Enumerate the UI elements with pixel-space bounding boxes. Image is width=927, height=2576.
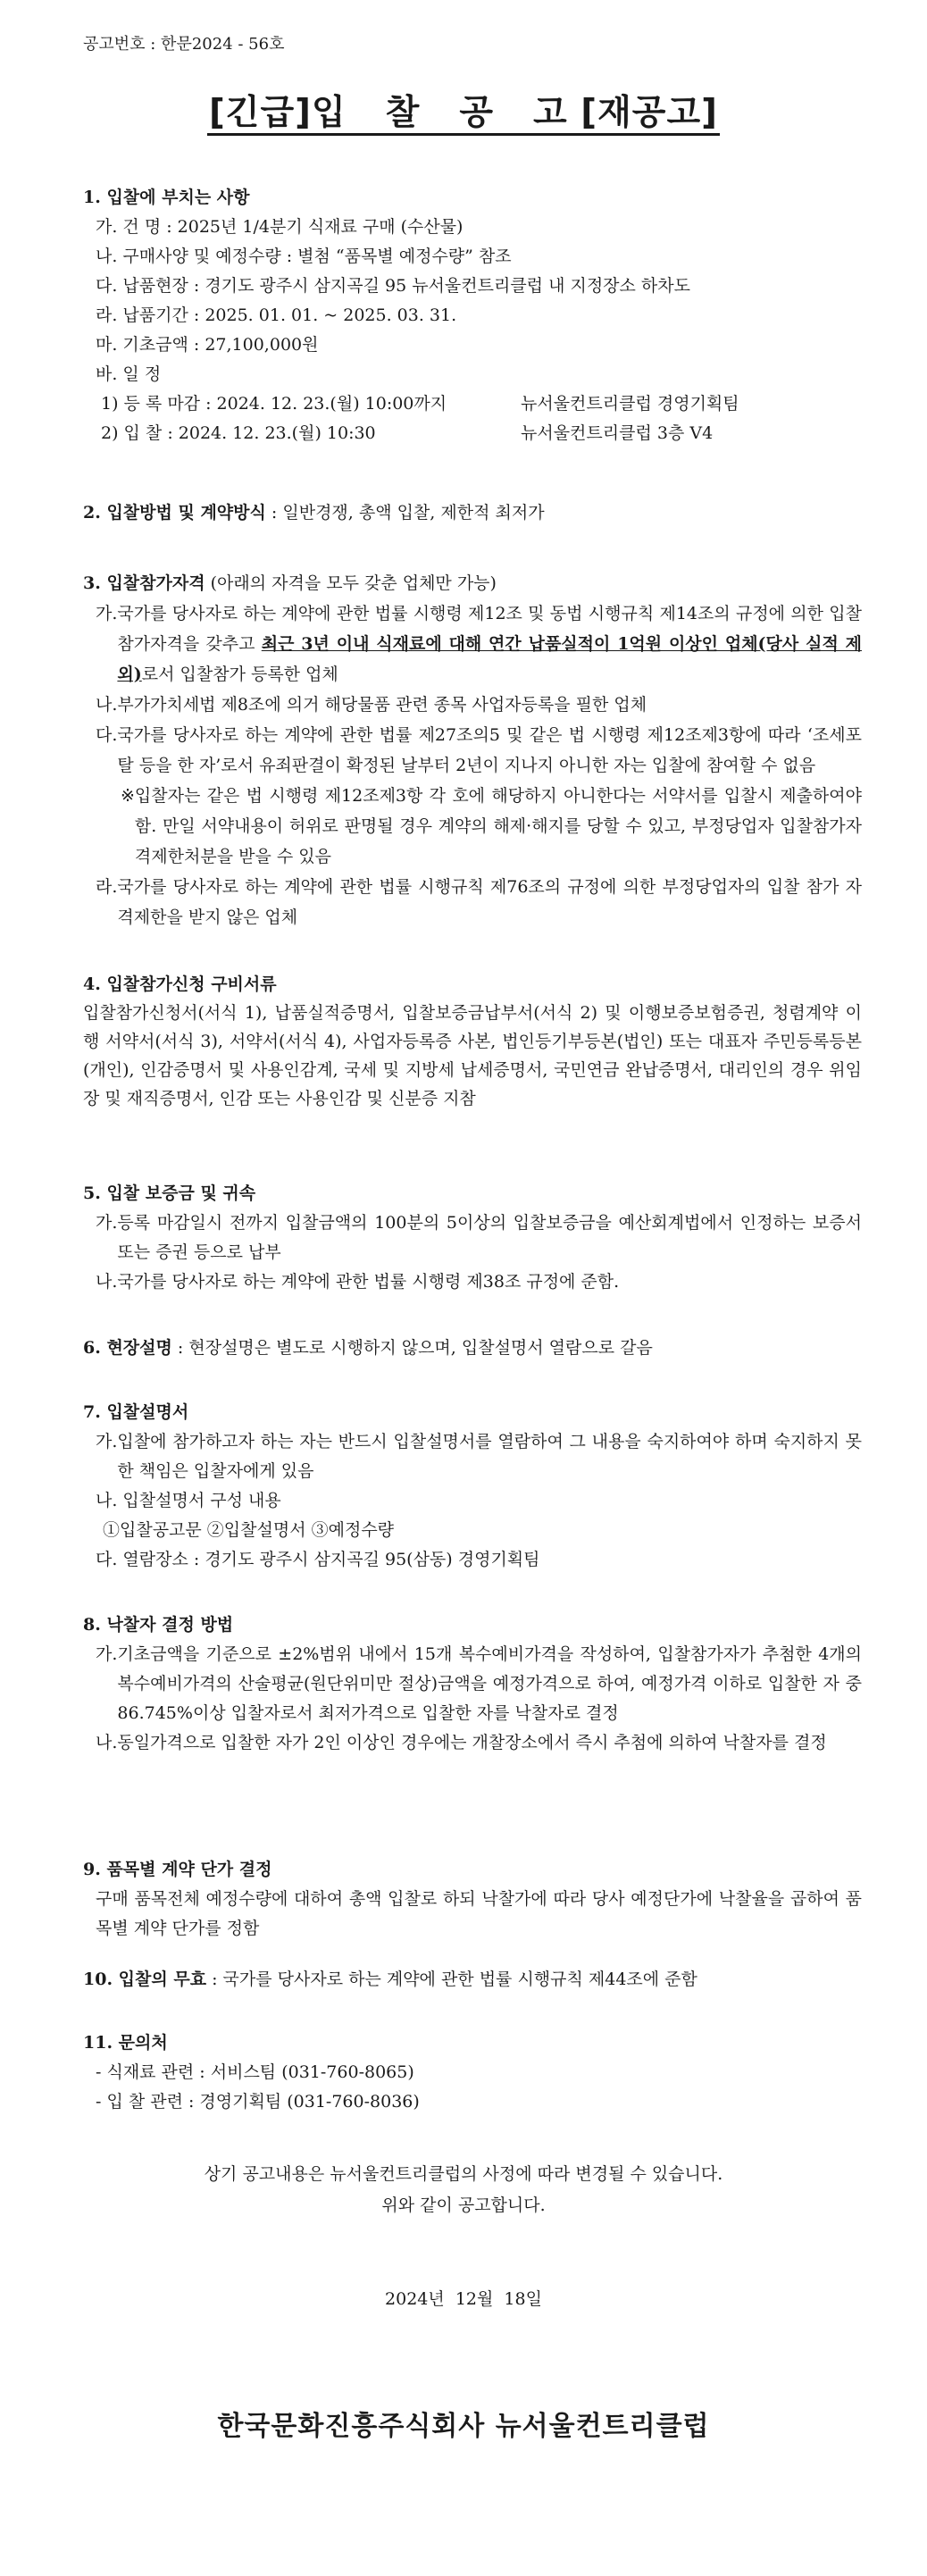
item-marker: 가. bbox=[96, 1432, 118, 1451]
section-5 bbox=[83, 1179, 862, 1297]
item-text: 로서 입찰참가 등록한 업체 bbox=[141, 665, 338, 684]
page-title bbox=[0, 91, 927, 137]
closing-line: 위와 같이 공고합니다. bbox=[381, 2195, 546, 2215]
schedule-where: 뉴서울컨트리클럽 경영기획팀 bbox=[521, 394, 739, 414]
item bbox=[83, 598, 862, 690]
item-text: 등록 마감일시 전까지 입찰금액의 100분의 5이상의 입찰보증금을 예산회계법에서 인정하는 보증서 또는 증권 등으로 납부 bbox=[117, 1213, 862, 1262]
item-marker: 가. bbox=[96, 1644, 118, 1664]
item-marker: 다. bbox=[96, 725, 118, 745]
section-text: : 현장설명은 별도로 시행하지 않으며, 입찰설명서 열람으로 갈음 bbox=[171, 1338, 653, 1358]
section-heading: 2. 입찰방법 및 계약방식 bbox=[83, 503, 266, 523]
item-text: 부가가치세법 제8조에 의거 해당물품 관련 종목 사업자등록을 필한 업체 bbox=[117, 695, 647, 715]
item-text: 동일가격으로 입찰한 자가 2인 이상인 경우에는 개찰장소에서 즉시 추첨에 의하여 낙찰자를 결정 bbox=[117, 1733, 827, 1752]
section-text: : 국가를 당사자로 하는 계약에 관한 법률 시행규칙 제44조에 준함 bbox=[206, 1970, 697, 1989]
section-10 bbox=[83, 1969, 862, 1991]
note-item bbox=[83, 781, 862, 872]
note-text: 입찰자는 같은 법 시행령 제12조제3항 각 호에 해당하지 아니한다는 서약서를 입찰시 제출하여야 함. 만일 서약내용이 허위로 판명될 경우 계약의 해제·해지를 당할 수 있고, 부정당업자 입찰참가자격제한처분을 받을 수 있음 bbox=[134, 786, 862, 866]
item bbox=[83, 1728, 862, 1758]
schedule-row bbox=[83, 389, 862, 419]
section-3 bbox=[83, 568, 862, 933]
section-heading: 9. 품목별 계약 단가 결정 bbox=[83, 1860, 272, 1879]
section-9 bbox=[83, 1855, 862, 1944]
item-text: 입찰에 참가하고자 하는 자는 반드시 입찰설명서를 열람하여 그 내용을 숙지하여야 하며 숙지하지 못한 책임은 입찰자에게 있음 bbox=[117, 1432, 862, 1481]
note-marker: ※ bbox=[121, 786, 135, 806]
item: 마. 기초금액 : 27,100,000원 bbox=[96, 335, 319, 355]
section-4 bbox=[83, 970, 862, 1113]
item bbox=[83, 720, 862, 781]
title-part: 찰 bbox=[385, 93, 421, 133]
schedule-when: 1) 등 록 마감 : 2024. 12. 23.(월) 10:00까지 bbox=[101, 394, 447, 414]
item: 나. 구매사양 및 예정수량 : 별첨 “품목별 예정수량” 참조 bbox=[96, 247, 512, 266]
section-1 bbox=[83, 183, 862, 448]
item-marker: 나. bbox=[96, 1733, 118, 1752]
section-11 bbox=[83, 2028, 862, 2117]
item: 나. 입찰설명서 구성 내용 bbox=[96, 1491, 281, 1510]
item-text: 국가를 당사자로 하는 계약에 관한 법률 시행규칙 제76조의 규정에 의한 부정당업자의 입찰 참가 자격제한을 받지 않은 업체 bbox=[117, 877, 862, 927]
item-text: 기초금액을 기준으로 ±2%범위 내에서 15개 복수예비가격을 작성하여, 입찰참가자가 추첨한 4개의 복수예비가격의 산술평균(원단위미만 절상)금액을 예정가격으로 하여, 예정가격 이하로 입찰한 자 중 86.745%이상 입찰자로서 최저가격으로 입찰한 자를 낙찰자로 결정 bbox=[117, 1644, 862, 1723]
schedule-row bbox=[83, 419, 862, 448]
notice-number: 공고번호 : 한문2024 - 56호 bbox=[83, 35, 285, 54]
section-heading: 11. 문의처 bbox=[83, 2033, 168, 2053]
title-part: [긴급]입 bbox=[209, 93, 347, 133]
section-heading: 1. 입찰에 부치는 사항 bbox=[83, 188, 250, 207]
item-text: 국가를 당사자로 하는 계약에 관한 법률 시행령 제12조 및 동법 시행규칙 제14조의 규정에 의한 입찰참가자격을 갖추고 bbox=[117, 604, 862, 654]
schedule-when: 2) 입 찰 : 2024. 12. 23.(월) 10:30 bbox=[101, 423, 376, 443]
item bbox=[83, 690, 862, 720]
item: 다. 납품현장 : 경기도 광주시 삼지곡길 95 뉴서울컨트리클럽 내 지정장소 하차도 bbox=[96, 276, 690, 296]
notice-date: 2024년 12월 18일 bbox=[385, 2289, 542, 2309]
closing-line: 상기 공고내용은 뉴서울컨트리클럽의 사정에 따라 변경될 수 있습니다. bbox=[204, 2164, 723, 2184]
item: 바. 일 정 bbox=[96, 364, 162, 384]
section-heading: 7. 입찰설명서 bbox=[83, 1402, 189, 1422]
contact-item: - 식재료 관련 : 서비스팀 (031-760-8065) bbox=[96, 2062, 414, 2082]
title-underlined bbox=[207, 95, 720, 136]
item: 다. 열람장소 : 경기도 광주시 삼지곡길 95(삼동) 경영기획팀 bbox=[96, 1550, 540, 1569]
item bbox=[83, 872, 862, 933]
item-text: 국가를 당사자로 하는 계약에 관한 법률 시행령 제38조 규정에 준함. bbox=[117, 1272, 620, 1292]
title-part: 공 bbox=[459, 93, 495, 133]
section-heading: 5. 입찰 보증금 및 귀속 bbox=[83, 1183, 256, 1203]
item-marker: 나. bbox=[96, 1272, 118, 1292]
section-6 bbox=[83, 1337, 862, 1359]
contact-item: - 입 찰 관련 : 경영기획팀 (031-760-8036) bbox=[96, 2092, 420, 2112]
item bbox=[83, 1267, 862, 1297]
section-heading: 6. 현장설명 bbox=[83, 1338, 172, 1358]
item bbox=[83, 1640, 862, 1728]
item-marker: 가. bbox=[96, 604, 118, 623]
item bbox=[83, 1427, 862, 1486]
section-text: 구매 품목전체 예정수량에 대하여 총액 입찰로 하되 낙찰가에 따라 당사 예정단가에 낙찰율을 곱하여 품목별 계약 단가를 정함 bbox=[96, 1889, 862, 1938]
item: 라. 납품기간 : 2025. 01. 01. ~ 2025. 03. 31. bbox=[96, 305, 457, 325]
title-part: 고 [재공고] bbox=[533, 93, 718, 133]
section-2 bbox=[83, 502, 862, 524]
item-sublist: ①입찰공고문 ②입찰설명서 ③예정수량 bbox=[103, 1520, 395, 1540]
item-marker: 가. bbox=[96, 1213, 118, 1233]
section-heading: 8. 낙찰자 결정 방법 bbox=[83, 1615, 234, 1635]
item-text: 국가를 당사자로 하는 계약에 관한 법률 제27조의5 및 같은 법 시행령 제12조제3항에 따라 ‘조세포탈 등을 한 자’로서 유죄판결이 확정된 날부터 2년이 지나지 아니한 자는 입찰에 참여할 수 없음 bbox=[117, 725, 862, 775]
section-heading: 4. 입찰참가신청 구비서류 bbox=[83, 974, 277, 994]
item-marker: 나. bbox=[96, 695, 118, 715]
section-8 bbox=[83, 1610, 862, 1758]
section-7 bbox=[83, 1398, 862, 1575]
item bbox=[83, 1209, 862, 1267]
section-heading: 10. 입찰의 무효 bbox=[83, 1970, 207, 1989]
item: 가. 건 명 : 2025년 1/4분기 식재료 구매 (수산물) bbox=[96, 217, 464, 237]
issuer-organization: 한국문화진흥주식회사 뉴서울컨트리클럽 bbox=[217, 2411, 710, 2442]
highlighted-requirement: 최근 3년 이내 식재료에 대해 연간 납품실적이 1억원 이상인 업체(당사 실적 제외) bbox=[117, 634, 862, 684]
section-text: 입찰참가신청서(서식 1), 납품실적증명서, 입찰보증금납부서(서식 2) 및 이행보증보험증권, 청렴계약 이행 서약서(서식 3), 서약서(서식 4), 사업자등록증 사본, 법인등기부등본(법인) 또는 대표자 주민등록등본(개인), 인감증명서 및 사용인감계, 국세 및 지방세 납세증명서, 국민연금 완납증명서, 대리인의 경우 위임장 및 재직증명서, 인감 또는 사용인감 및 신분증 지참 bbox=[83, 1003, 862, 1108]
section-note: (아래의 자격을 모두 갖춘 업체만 가능) bbox=[205, 573, 497, 593]
section-text: : 일반경쟁, 총액 입찰, 제한적 최저가 bbox=[265, 503, 545, 523]
section-heading: 3. 입찰참가자격 bbox=[83, 573, 205, 593]
item-marker: 라. bbox=[96, 877, 118, 897]
schedule-where: 뉴서울컨트리클럽 3층 V4 bbox=[521, 423, 714, 443]
